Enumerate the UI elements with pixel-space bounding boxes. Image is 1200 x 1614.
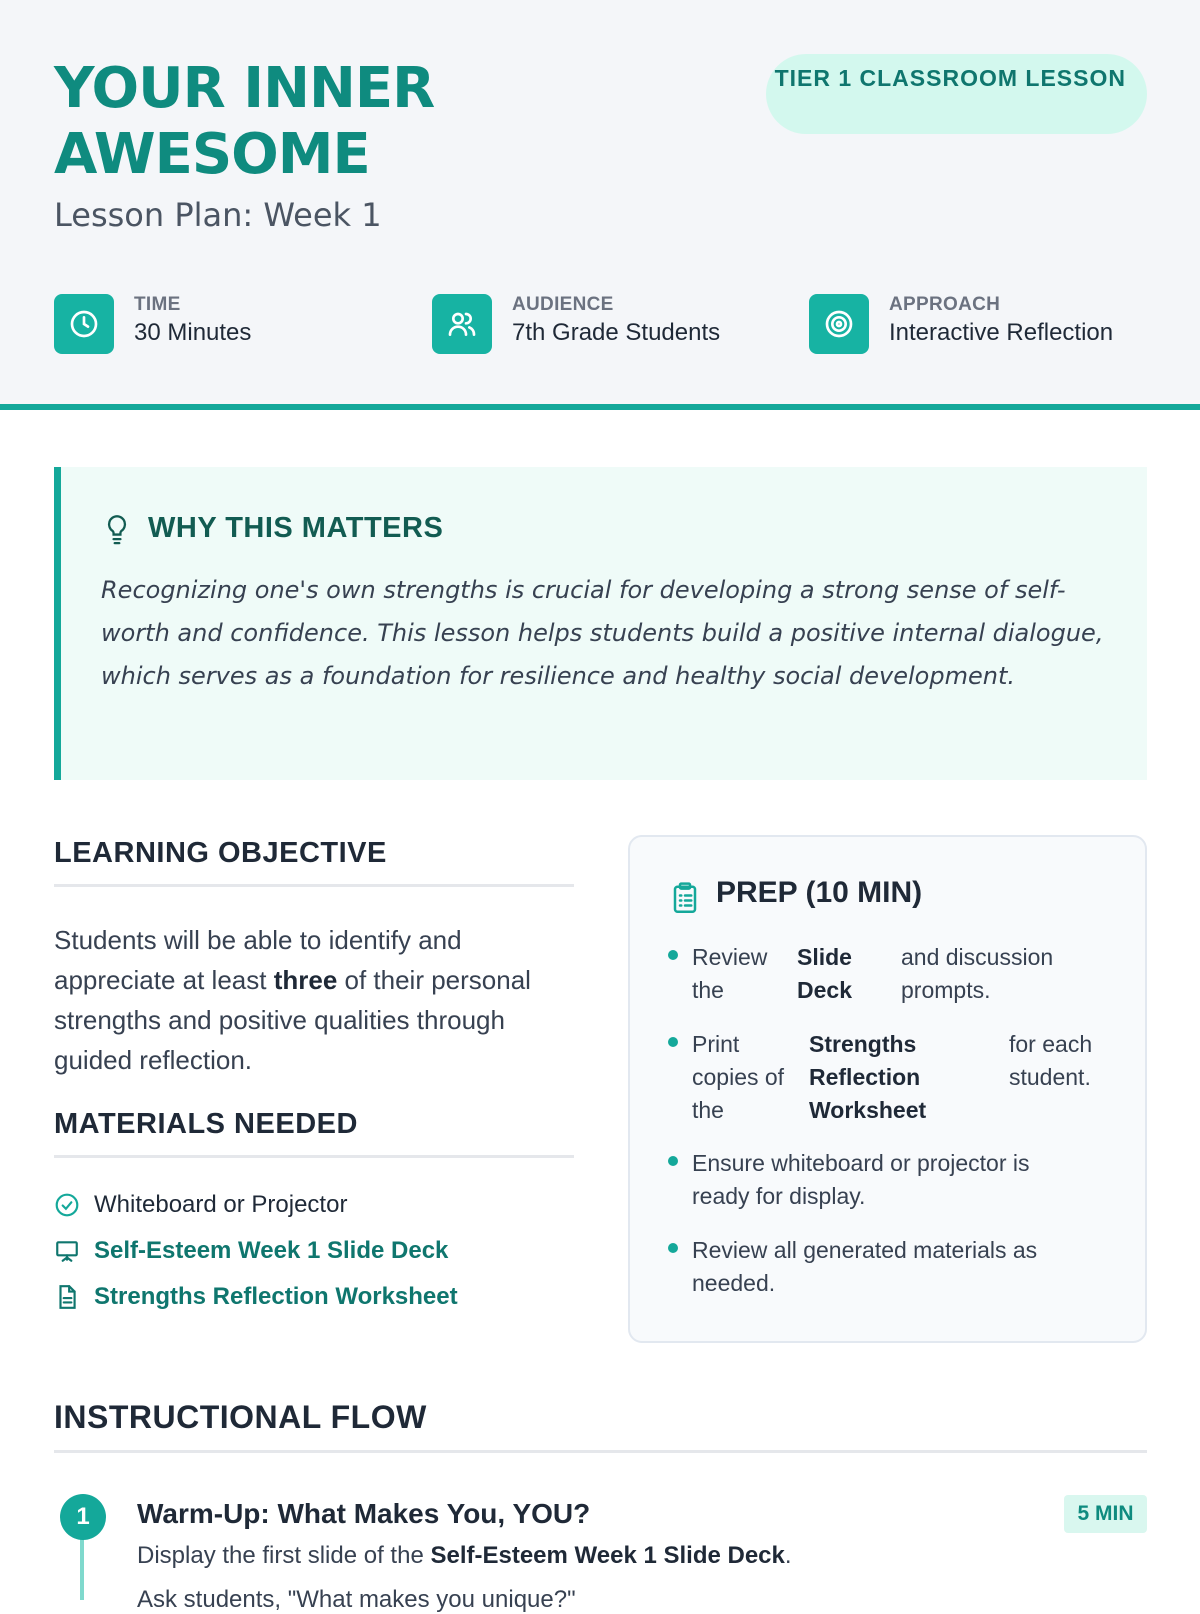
page-subtitle: Lesson Plan: Week 1 [54, 196, 382, 234]
document-icon [54, 1284, 80, 1310]
why-text: Recognizing one's own strengths is crucial for developing a strong sense of self-worth and confidence. This lesson helps students build a positive internal dialogue, which serves as a foundation for resilience and healthy social development. [101, 576, 1104, 690]
objective-heading: LEARNING OBJECTIVE [54, 837, 574, 887]
step-description: Display the first slide of the Self-Esteem Week 1 Slide Deck. [137, 1542, 792, 1569]
step-number: 1 [60, 1494, 106, 1540]
step-sub-item: Ask students, "What makes you unique?" [137, 1586, 576, 1613]
flow-heading: INSTRUCTIONAL FLOW [54, 1399, 1147, 1453]
page-title: YOUR INNER AWESOME [54, 56, 435, 187]
lightbulb-icon [103, 514, 131, 546]
material-label: Whiteboard or Projector [94, 1191, 348, 1218]
meta-approach-label: APPROACH [889, 294, 1001, 315]
clipboard-icon [670, 881, 700, 915]
prep-item-2-post: for each student. [1009, 1031, 1093, 1090]
users-icon [432, 294, 492, 354]
why-title: WHY THIS MATTERS [148, 512, 444, 544]
prep-title: PREP (10 MIN) [716, 876, 923, 909]
prep-item-2-pre: Print copies of the [692, 1031, 785, 1123]
prep-item-1-bold: Slide Deck [797, 944, 852, 1003]
target-icon [809, 294, 869, 354]
prep-item-2-bold: Strengths Reflection Worksheet [809, 1031, 927, 1123]
step-title: Warm-Up: What Makes You, YOU? [137, 1498, 591, 1529]
clock-icon [54, 294, 114, 354]
prep-bullet [668, 950, 678, 960]
meta-approach-value: Interactive Reflection [889, 319, 1114, 346]
material-label[interactable]: Strengths Reflection Worksheet [94, 1283, 458, 1310]
prep-item-1-post: and discussion prompts. [901, 944, 1054, 1003]
step-duration-badge: 5 MIN [1064, 1495, 1147, 1533]
prep-item-1-pre: Review the [692, 944, 768, 1003]
prep-item-4: Review all generated materials as needed. [692, 1237, 1038, 1296]
tier-badge: TIER 1 CLASSROOM LESSON [766, 54, 1147, 134]
meta-audience-value: 7th Grade Students [512, 319, 721, 346]
prep-bullet [668, 1156, 678, 1166]
materials-heading: MATERIALS NEEDED [54, 1108, 574, 1158]
meta-audience-label: AUDIENCE [512, 294, 614, 315]
presentation-icon [54, 1238, 80, 1264]
prep-bullet [668, 1037, 678, 1047]
prep-bullet [668, 1243, 678, 1253]
check-circle-icon [54, 1192, 80, 1218]
material-label[interactable]: Self-Esteem Week 1 Slide Deck [94, 1237, 449, 1264]
meta-time-label: TIME [134, 294, 181, 315]
meta-time-value: 30 Minutes [134, 319, 252, 346]
objective-text: Students will be able to identify and appreciate at least three of their personal strengths and positive qualities through guided reflection. [54, 925, 531, 1075]
prep-item-3: Ensure whiteboard or projector is ready for display. [692, 1150, 1030, 1209]
